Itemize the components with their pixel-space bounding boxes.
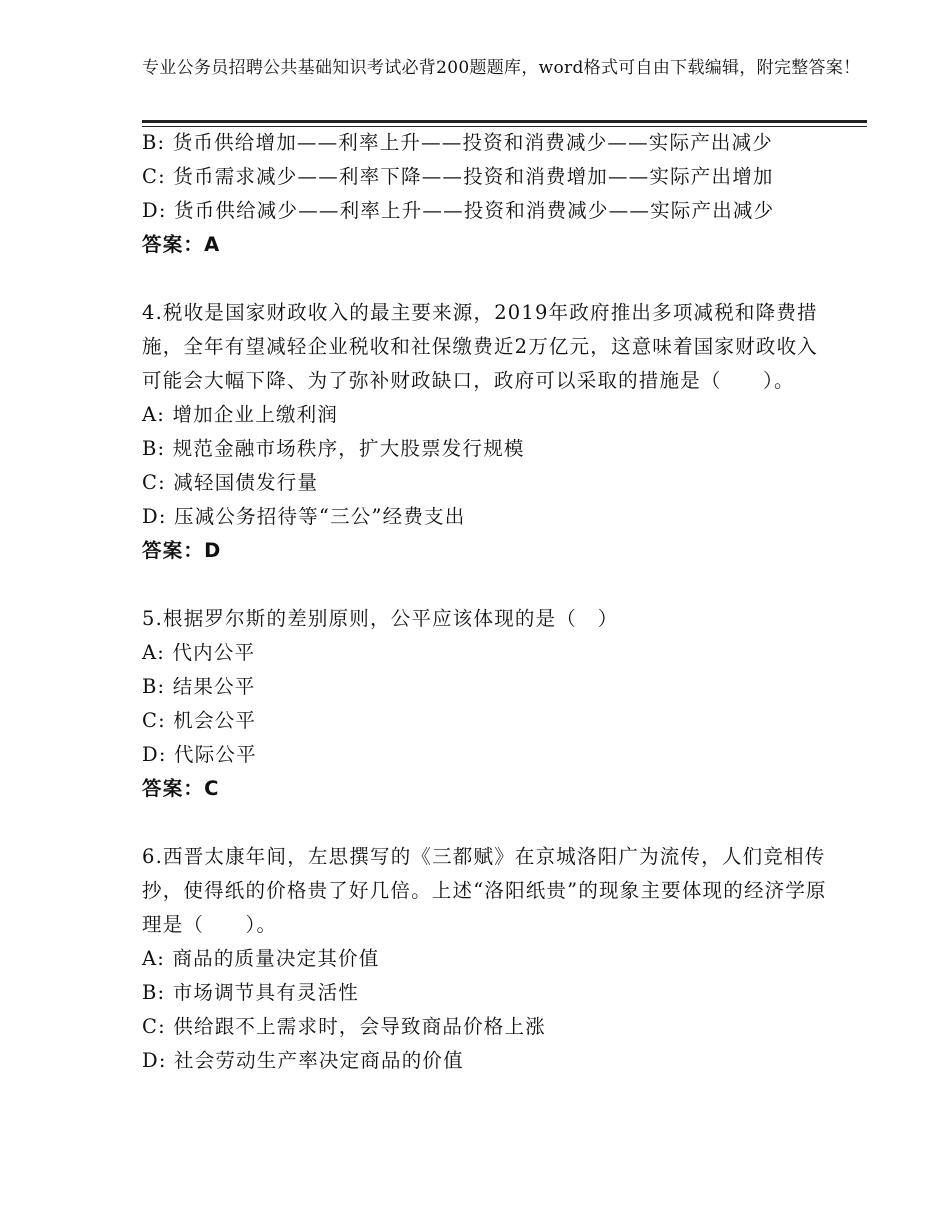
question-content [142, 126, 832, 1078]
question-stem: 5.根据罗尔斯的差别原则，公平应该体现的是（ ） [142, 607, 619, 630]
answer-label: 答案：C [142, 777, 220, 800]
option-b: B: 结果公平 [142, 675, 256, 698]
spacer [142, 568, 832, 602]
question-stem: 6.西晋太康年间，左思撰写的《三都赋》在京城洛阳广为流传，人们竞相传抄，使得纸的价格贵了好几倍。上述“洛阳纸贵”的现象主要体现的经济学原理是（ ）。 [142, 845, 827, 936]
option-a: A: 商品的质量决定其价值 [142, 947, 380, 970]
answer-label: 答案：D [142, 539, 222, 562]
option-c: C: 货币需求减少——利率下降——投资和消费增加——实际产出增加 [142, 165, 774, 188]
question-3-tail [142, 126, 832, 262]
option-d: D: 代际公平 [142, 743, 257, 766]
question-4 [142, 296, 832, 568]
option-a: A: 增加企业上缴利润 [142, 403, 339, 426]
option-b: B: 规范金融市场秩序，扩大股票发行规模 [142, 437, 525, 460]
option-c: C: 减轻国债发行量 [142, 471, 319, 494]
question-6 [142, 840, 832, 1078]
spacer [142, 262, 832, 296]
option-b: B: 市场调节具有灵活性 [142, 981, 359, 1004]
option-c: C: 机会公平 [142, 709, 257, 732]
answer-label: 答案：A [142, 233, 221, 256]
question-5 [142, 602, 832, 806]
header-rule-thick [142, 120, 867, 123]
option-d: D: 压减公务招待等“三公”经费支出 [142, 505, 466, 528]
spacer [142, 806, 832, 840]
document-header: 专业公务员招聘公共基础知识考试必背200题题库，word格式可自由下载编辑，附完整答案！ [142, 58, 861, 78]
question-stem: 4.税收是国家财政收入的最主要来源，2019年政府推出多项减税和降费措施，全年有望减轻企业税收和社保缴费近2万亿元，这意味着国家财政收入可能会大幅下降、为了弥补财政缺口，政府可以采取的措施是（ ）。 [142, 301, 819, 392]
option-d: D: 货币供给减少——利率上升——投资和消费减少——实际产出减少 [142, 199, 775, 222]
option-c: C: 供给跟不上需求时，会导致商品价格上涨 [142, 1015, 546, 1038]
option-a: A: 代内公平 [142, 641, 256, 664]
option-d: D: 社会劳动生产率决定商品的价值 [142, 1049, 464, 1072]
option-b: B: 货币供给增加——利率上升——投资和消费减少——实际产出减少 [142, 131, 773, 154]
